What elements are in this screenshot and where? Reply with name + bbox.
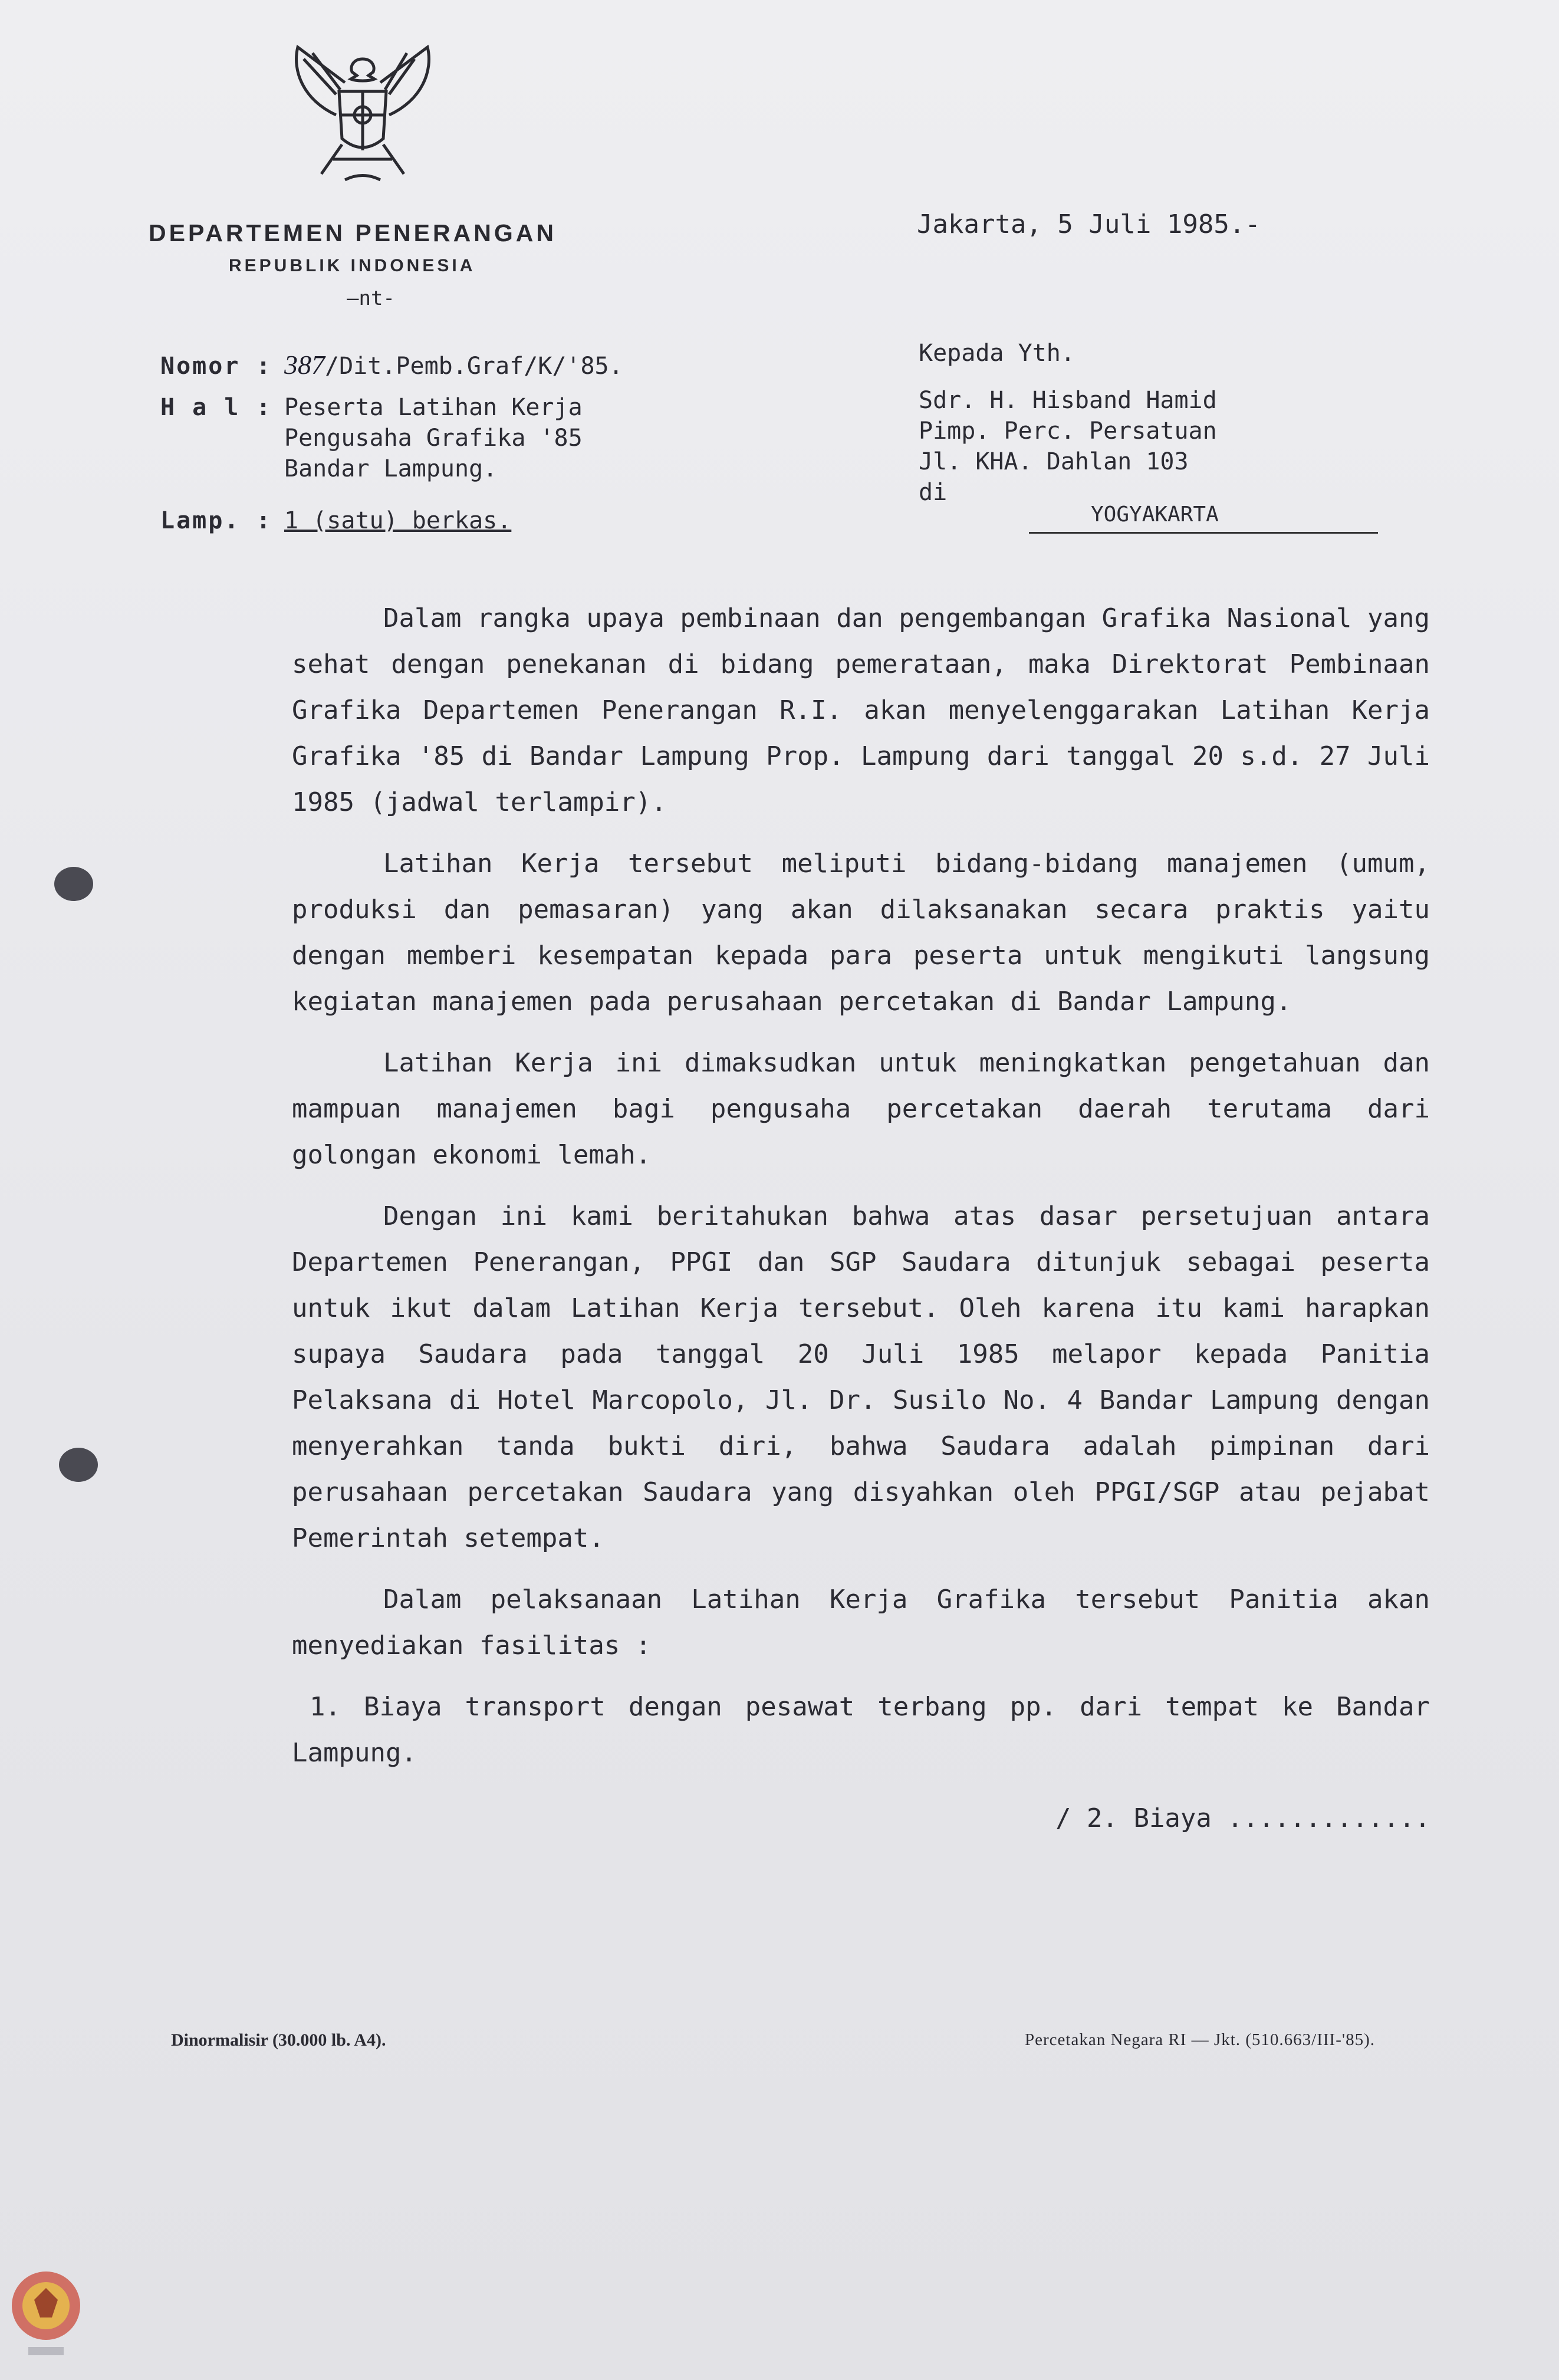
recipient-line-2: Pimp. Perc. Persatuan [919,418,1217,445]
nomor-value: /Dit.Pemb.Graf/K/'85. [325,353,623,380]
body-paragraph-2: Latihan Kerja tersebut meliputi bidang-bidang manajemen (umum, produksi dan pemasaran) yang akan dilaksanakan secara praktis yaitu dengan memberi kesempatan kepada para peserta untuk mengikuti langsung kegiatan manajemen pada perusahaan percetakan di Bandar Lampung. [292,849,1430,1017]
hal-line-3: Bandar Lampung. [284,455,498,482]
body-paragraph-3: Latihan Kerja ini dimaksudkan untuk meningkatkan pengetahuan dan mampuan manajemen bagi pengusaha percetakan daerah terutama dari golongan ekonomi lemah. [292,1048,1430,1170]
footer-left: Dinormalisir (30.000 lb. A4). [171,2030,386,2050]
punch-hole-top [54,867,93,901]
nomor-handwritten: 387 [284,350,325,380]
recipient-underline [1029,532,1378,534]
lamp-line [160,507,511,534]
footer-right: Percetakan Negara RI — Jkt. (510.663/III-'85). [1025,2030,1375,2049]
facility-item-1: 1. Biaya transport dengan pesawat terbang pp. dari tempat ke Bandar Lampung. [292,1692,1430,1768]
recipient-line-1: Sdr. H. Hisband Hamid [919,387,1217,414]
hal-line [160,394,583,421]
recipient-line-3: Jl. KHA. Dahlan 103 [919,448,1189,475]
letter-body [292,596,1430,1791]
letter-date: Jakarta, 5 Juli 1985.- [917,209,1261,239]
punch-hole-bottom [59,1448,98,1482]
lamp-label: Lamp. : [160,507,272,534]
nomor-label: Nomor : [160,353,272,380]
recipient-city: YOGYAKARTA [1091,502,1219,527]
hal-line-2: Pengusaha Grafika '85 [284,425,583,452]
body-paragraph-5: Dalam pelaksanaan Latihan Kerja Grafika tersebut Panitia akan menyediakan fasilitas : [292,1585,1430,1661]
hal-label: H a l : [160,394,272,421]
lamp-value: 1 (satu) berkas. [284,507,512,534]
garuda-emblem-icon [280,35,445,195]
nomor-line [160,349,623,380]
organization-subtitle: REPUBLIK INDONESIA [229,256,476,275]
continuation-note: / 2. Biaya ............. [1055,1803,1430,1833]
recipient-salutation: Kepada Yth. [919,340,1075,367]
typist-code: —nt- [347,287,395,310]
hal-line-1: Peserta Latihan Kerja [284,394,583,421]
organization-name: DEPARTEMEN PENERANGAN [149,219,557,246]
archive-seal-icon [5,2253,87,2371]
recipient-line-4: di [919,479,948,506]
body-paragraph-4: Dengan ini kami beritahukan bahwa atas dasar persetujuan antara Departemen Penerangan, PPGI dan SGP Saudara ditunjuk sebagai peserta untuk ikut dalam Latihan Kerja tersebut. Oleh karena itu kami harapkan supaya Saudara pada tanggal 20 Juli 1985 melapor kepada Panitia Pelaksana di Hotel Marcopolo, Jl. Dr. Susilo No. 4 Bandar Lampung dengan menyerahkan tanda bukti diri, bahwa Saudara adalah pimpinan dari perusahaan percetakan Saudara yang disyahkan oleh PPGI/SGP atau pejabat Pemerintah setempat. [292,1201,1430,1553]
body-paragraph-1: Dalam rangka upaya pembinaan dan pengembangan Grafika Nasional yang sehat dengan penekanan di bidang pemerataan, maka Direktorat Pembinaan Grafika Departemen Penerangan R.I. akan menyelenggarakan Latihan Kerja Grafika '85 di Bandar Lampung Prop. Lampung dari tanggal 20 s.d. 27 Juli 1985 (jadwal terlampir). [292,603,1430,817]
